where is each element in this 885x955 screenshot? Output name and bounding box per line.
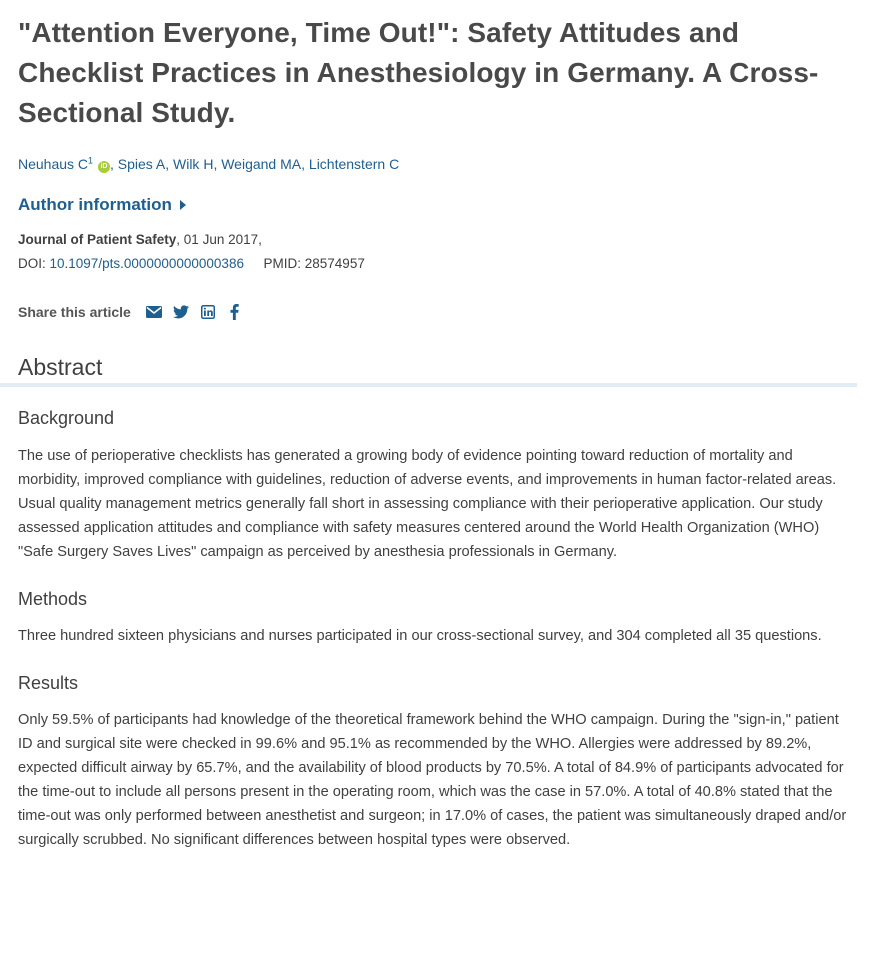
citation: [18, 228, 857, 276]
article-title: "Attention Everyone, Time Out!": Safety Attitudes and Checklist Practices in Anesthesiology in Germany. A Cross-Sectional Study.: [18, 17, 819, 128]
share-bar: [18, 303, 857, 321]
author-information-toggle[interactable]: [18, 195, 186, 215]
abstract-section-background: [18, 406, 857, 564]
author-information-label: Author information: [18, 195, 172, 214]
section-text: Three hundred sixteen physicians and nurses participated in our cross-sectional survey, and 304 completed all 35 questions.: [18, 628, 822, 644]
author-separator: ,: [213, 156, 222, 172]
section-text: Only 59.5% of participants had knowledge of the theoretical framework behind the WHO campaign. During the "sign-in," patient ID and surgical site were checked in 99.6% and 95.1% as recommended by the WHO. Allergies were addressed by 89.2%, expected difficult airway by 65.7%, and the availability of blood products by 70.5%. A total of 84.9% of participants advocated for the time-out to include all persons present in the operating room, which was the case in 57.0%. A total of 40.8% stated that the time-out was only performed between anesthetist and surgeon; in 17.0% of cases, the patient was simultaneously draped and/or surgically scrubbed. No significant differences between hospital types were observed.: [18, 712, 847, 848]
author-link-spies[interactable]: Spies A: [117, 156, 166, 172]
pmid-value: 28574957: [304, 256, 365, 271]
article-page: [0, 0, 857, 382]
doi-label: DOI:: [18, 256, 50, 271]
section-heading: Methods: [18, 589, 88, 609]
abstract-heading: Abstract: [18, 354, 103, 380]
facebook-icon[interactable]: [226, 303, 244, 321]
pmid-label: PMID:: [263, 256, 305, 271]
author-link-weigand[interactable]: Weigand MA: [221, 156, 302, 172]
author-link-neuhaus[interactable]: Neuhaus C: [18, 156, 89, 172]
publication-date: , 01 Jun 2017,: [176, 232, 262, 247]
abstract-body: [0, 382, 857, 852]
doi-link[interactable]: 10.1097/pts.0000000000000386: [49, 256, 244, 271]
author-separator: ,: [165, 156, 173, 172]
author-list: [18, 155, 857, 173]
twitter-icon[interactable]: [172, 303, 190, 321]
section-heading: Results: [18, 673, 79, 693]
section-text: The use of perioperative checklists has generated a growing body of evidence pointing toward reduction of mortality and morbidity, improved compliance with guidelines, reduction of adverse events, and improvements in human factor-related areas. Usual quality management metrics generally fall short in assessing compliance with their perioperative application. Our study assessed application attitudes and compliance with safety measures centered around the World Health Organization (WHO) "Safe Surgery Saves Lives" campaign as perceived by anesthesia professionals in Germany.: [18, 448, 837, 560]
affiliation-sup: 1: [88, 155, 94, 166]
author-separator: ,: [109, 156, 118, 172]
abstract-section-results: [18, 671, 857, 852]
section-heading: Background: [18, 408, 115, 428]
journal-name: Journal of Patient Safety: [18, 232, 177, 247]
author-link-lichtenstern[interactable]: Lichtenstern C: [308, 156, 400, 172]
share-label: Share this article: [18, 304, 131, 320]
orcid-icon[interactable]: iD: [98, 161, 110, 173]
expand-triangle-icon: [180, 200, 186, 210]
author-link-wilk[interactable]: Wilk H: [173, 156, 214, 172]
email-icon[interactable]: [145, 303, 163, 321]
linkedin-icon[interactable]: [199, 303, 217, 321]
abstract-section-methods: [18, 587, 857, 648]
author-separator: ,: [301, 156, 309, 172]
